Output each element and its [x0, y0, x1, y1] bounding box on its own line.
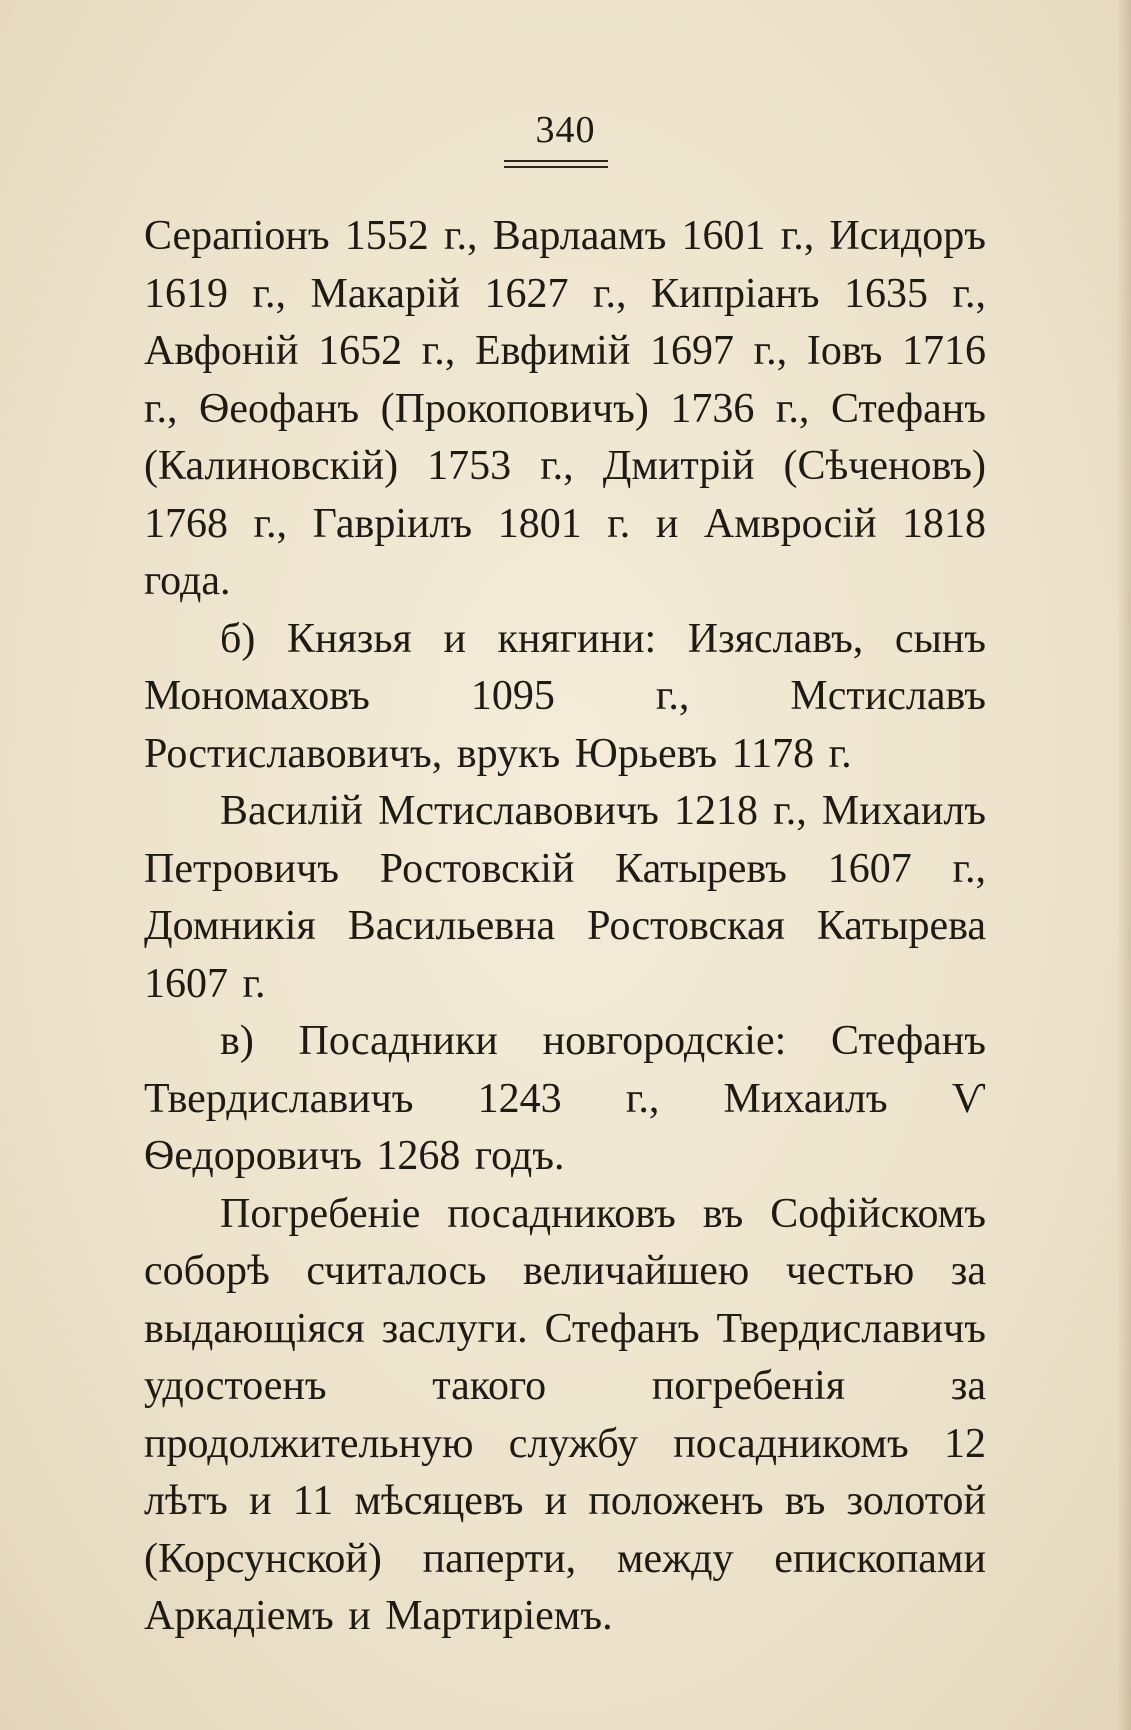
body-text	[144, 208, 986, 1646]
paragraph-posadniks: в) Посадники новгородскіе: Стефанъ Твердиславичъ 1243 г., Михаилъ Ѵ Ѳедоровичъ 1268 годъ.	[144, 1018, 986, 1179]
page-edge-shadow	[1117, 0, 1131, 1730]
page-number-rule-lower	[504, 166, 608, 168]
paragraph-burial: Погребеніе посадниковъ въ Софійскомъ соборѣ считалось величайшею честью за выдающіяся заслуги. Стефанъ Твердиславичъ удостоенъ такого погребенія за продолжительную службу посадникомъ 12 лѣтъ и 11 мѣсяцевъ и положенъ въ золотой (Корсунской) паперти, между епископами Аркадіемъ и Мартиріемъ.	[144, 1190, 986, 1639]
paragraph-metropolitans-continued: Серапіонъ 1552 г., Варлаамъ 1601 г., Исидоръ 1619 г., Макарій 1627 г., Кипріанъ 1635 г., Авфоній 1652 г., Евфимій 1697 г., Іовъ 1716 г., Ѳеофанъ (Прокоповичъ) 1736 г., Стефанъ (Калиновскій) 1753 г., Дмитрій (Сѣченовъ) 1768 г., Гавріилъ 1801 г. и Амвросій 1818 года.	[144, 213, 986, 604]
page-number: 340	[535, 109, 596, 151]
page-number-rule-upper	[504, 160, 608, 162]
paragraph-princes: б) Князья и княгини: Изяславъ, сынъ Мономаховъ 1095 г., Мстиславъ Ростиславовичъ, врукъ Юрьевъ 1178 г.	[144, 615, 986, 777]
paragraph-princes-continued: Василій Мстиславовичъ 1218 г., Михаилъ Петровичъ Ростовскій Катыревъ 1607 г., Домникія Васильевна Ростовская Катырева 1607 г.	[144, 788, 986, 1007]
